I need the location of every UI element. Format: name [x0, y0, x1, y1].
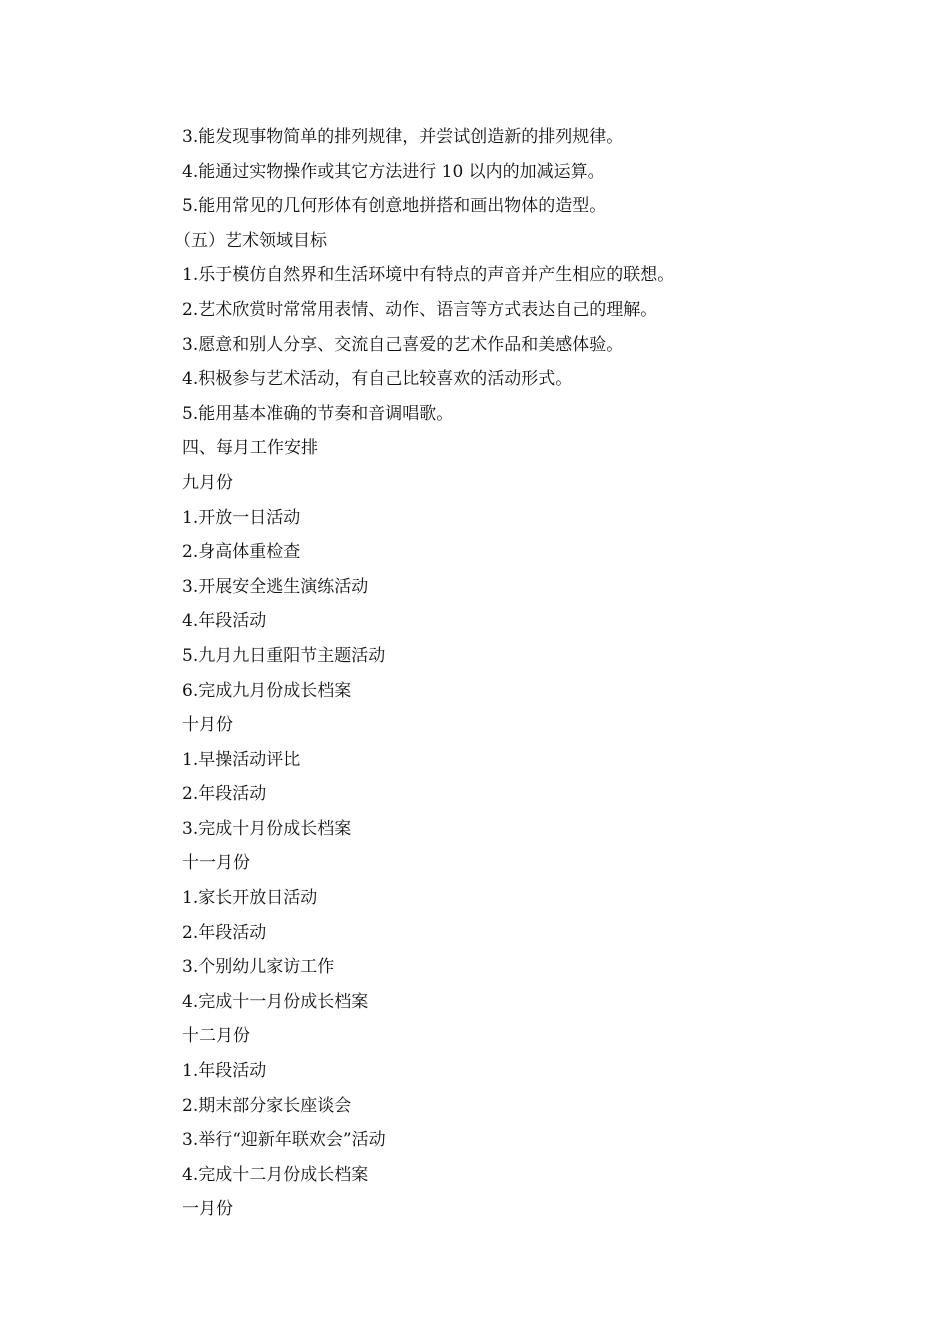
text-line: 3.愿意和别人分享、交流自己喜爱的艺术作品和美感体验。: [182, 334, 624, 355]
text-line: 2.艺术欣赏时常常用表情、动作、语言等方式表达自己的理解。: [182, 299, 658, 320]
section-heading: （五）艺术领域目标: [174, 230, 327, 251]
text-line: 5.九月九日重阳节主题活动: [182, 645, 386, 666]
text-line: 5.能用常见的几何形体有创意地拼搭和画出物体的造型。: [182, 196, 607, 217]
text-line: 2.期末部分家长座谈会: [182, 1095, 352, 1116]
section-heading: 四、每月工作安排: [182, 438, 318, 459]
text-line: 1.乐于模仿自然界和生活环境中有特点的声音并产生相应的联想。: [182, 265, 675, 286]
text-line: 2.年段活动: [182, 922, 267, 943]
text-line: 4.年段活动: [182, 611, 267, 632]
text-line: 6.完成九月份成长档案: [182, 680, 352, 701]
month-heading: 一月份: [182, 1199, 233, 1220]
month-heading: 十二月份: [182, 1026, 250, 1047]
text-line: 3.能发现事物简单的排列规律，并尝试创造新的排列规律。: [182, 127, 624, 147]
text-line: 2.年段活动: [182, 784, 267, 805]
month-heading: 十一月份: [182, 853, 250, 874]
text-line: 1.早操活动评比: [182, 749, 301, 770]
text-line: 3.开展安全逃生演练活动: [182, 576, 369, 597]
text-line: 3.举行“迎新年联欢会”活动: [182, 1130, 386, 1151]
text-line: 1.开放一日活动: [182, 507, 301, 528]
document-body: [174, 120, 802, 1227]
text-line: 3.个别幼儿家访工作: [182, 957, 335, 978]
text-line: 1.年段活动: [182, 1061, 267, 1082]
month-heading: 九月份: [182, 472, 233, 493]
text-line: 2.身高体重检查: [182, 542, 301, 563]
text-line: 4.完成十一月份成长档案: [182, 991, 369, 1012]
text-line: 1.家长开放日活动: [182, 888, 318, 909]
month-heading: 十月份: [182, 715, 233, 736]
text-line: 4.能通过实物操作或其它方法进行 10 以内的加减运算。: [182, 161, 605, 182]
text-line: 4.完成十二月份成长档案: [182, 1164, 369, 1185]
text-line: 4.积极参与艺术活动，有自己比较喜欢的活动形式。: [182, 369, 573, 390]
text-line: 5.能用基本准确的节奏和音调唱歌。: [182, 403, 454, 424]
text-line: 3.完成十月份成长档案: [182, 818, 352, 839]
